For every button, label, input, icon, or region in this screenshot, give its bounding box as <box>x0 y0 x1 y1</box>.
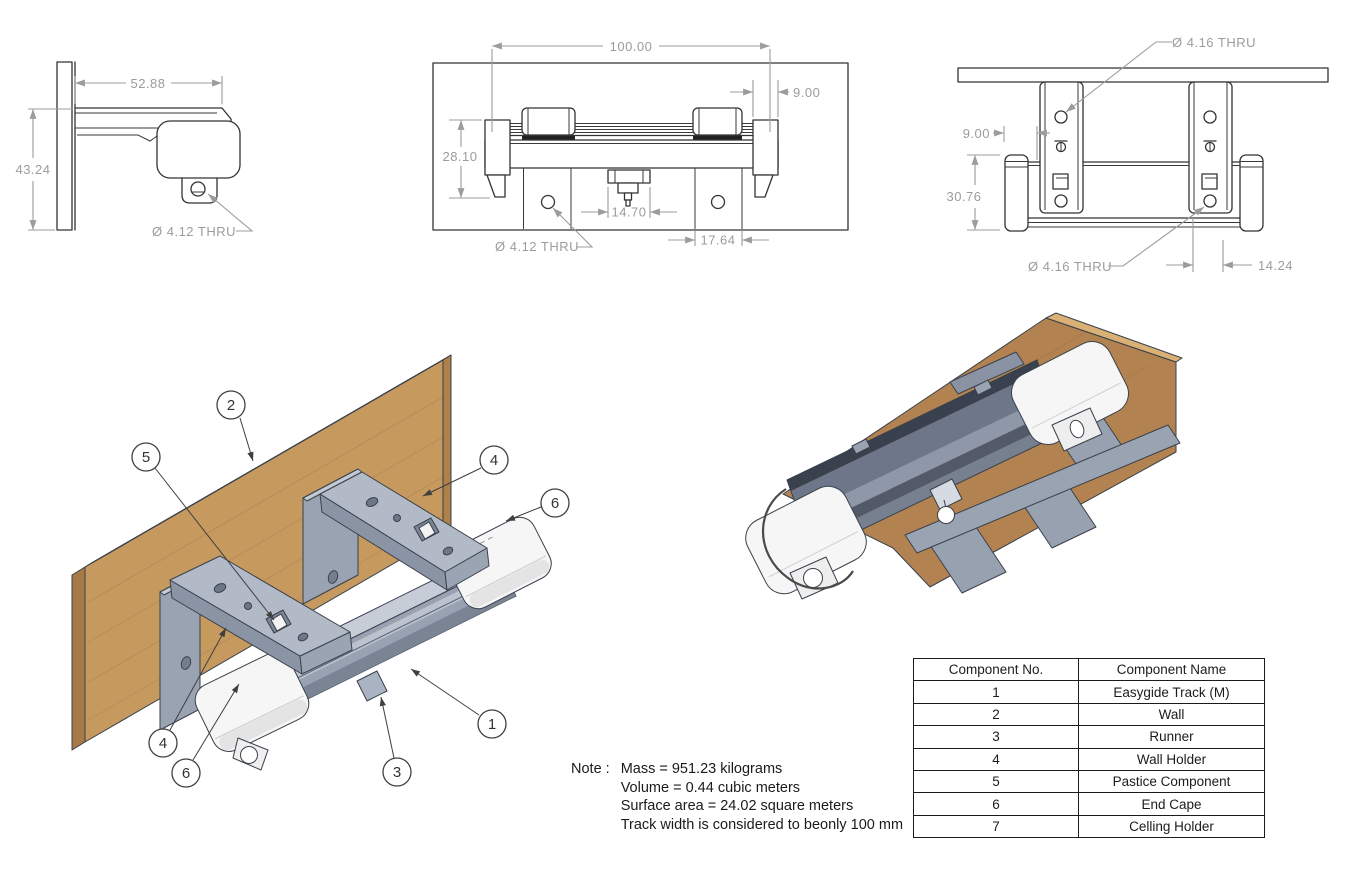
svg-text:Ø 4.12 THRU: Ø 4.12 THRU <box>152 224 237 239</box>
svg-text:6: 6 <box>550 495 560 512</box>
dim-top-bracket-offset <box>1166 218 1293 273</box>
note-block <box>571 760 903 834</box>
cap-right-top-view <box>1240 155 1263 231</box>
note-line-mass: Mass = 951.23 kilograms <box>620 761 783 777</box>
svg-text:4: 4 <box>489 452 499 469</box>
iso-ceiling-assembly <box>739 313 1182 601</box>
svg-text:5: 5 <box>141 449 151 466</box>
front-hole-left <box>542 196 555 209</box>
table-row: 5 Pastice Component <box>914 770 1265 792</box>
svg-text:14.70: 14.70 <box>611 204 647 220</box>
ceiling-holder-left <box>1040 82 1083 213</box>
table-row: 4 Wall Holder <box>914 748 1265 770</box>
runner-tab <box>357 671 387 701</box>
callout-top-hole-lower <box>1028 207 1204 274</box>
table-row: 6 End Cape <box>914 793 1265 815</box>
table-row: 3 Runner <box>914 726 1265 748</box>
note-label: Note : <box>571 761 610 777</box>
svg-text:4: 4 <box>158 735 168 752</box>
svg-text:6: 6 <box>181 765 191 782</box>
balloon-track <box>411 669 506 738</box>
dim-top-height <box>946 155 1000 230</box>
note-line-track-width: Track width is considered to beonly 100 mm <box>620 816 904 833</box>
svg-text:28.10: 28.10 <box>442 149 478 164</box>
side-hole <box>191 182 205 196</box>
svg-text:3: 3 <box>392 764 402 781</box>
header-component-name: Component Name <box>1079 659 1265 681</box>
header-component-no: Component No. <box>914 659 1079 681</box>
callout-side-hole <box>152 194 252 239</box>
dim-side-width <box>75 76 222 104</box>
clamp-right <box>693 108 742 135</box>
side-view <box>15 62 252 239</box>
balloon-wall <box>217 391 253 461</box>
top-view <box>946 35 1328 274</box>
svg-text:43.24: 43.24 <box>15 162 51 177</box>
balloon-end-cape-right <box>506 489 569 521</box>
svg-text:100.00: 100.00 <box>609 39 653 54</box>
front-view <box>433 39 848 254</box>
clamp-left <box>522 108 575 135</box>
svg-text:1: 1 <box>487 716 497 733</box>
dim-front-offset <box>730 80 820 117</box>
callout-front-hole <box>495 208 592 254</box>
table-header-row <box>914 659 1265 681</box>
cap-left-top-view <box>1005 155 1028 231</box>
balloon-runner <box>381 697 411 786</box>
svg-text:2: 2 <box>226 397 236 414</box>
component-table <box>913 658 1265 838</box>
note-line-surface: Surface area = 24.02 square meters <box>620 798 854 815</box>
svg-text:30.76: 30.76 <box>946 189 982 204</box>
svg-text:17.64: 17.64 <box>700 232 736 248</box>
svg-text:9.00: 9.00 <box>793 85 821 100</box>
table-row: 1 Easygide Track (M) <box>914 681 1265 703</box>
iso-wall-assembly <box>72 355 569 787</box>
table-row: 7 Celling Holder <box>914 815 1265 837</box>
front-hole-right <box>712 196 725 209</box>
ceiling-holder-right <box>1189 82 1232 213</box>
dim-front-height <box>442 120 490 198</box>
svg-text:52.88: 52.88 <box>130 76 166 91</box>
svg-text:9.00: 9.00 <box>962 126 990 141</box>
svg-text:Ø 4.16 THRU: Ø 4.16 THRU <box>1028 259 1113 274</box>
note-line-volume: Volume = 0.44 cubic meters <box>620 779 801 796</box>
svg-text:Ø 4.16 THRU: Ø 4.16 THRU <box>1172 35 1257 50</box>
svg-text:14.24: 14.24 <box>1258 258 1294 273</box>
table-row: 2 Wall <box>914 703 1265 725</box>
runner-front <box>608 170 650 183</box>
svg-text:Ø 4.12 THRU: Ø 4.12 THRU <box>495 239 580 254</box>
dim-front-bracket-width <box>668 231 769 248</box>
